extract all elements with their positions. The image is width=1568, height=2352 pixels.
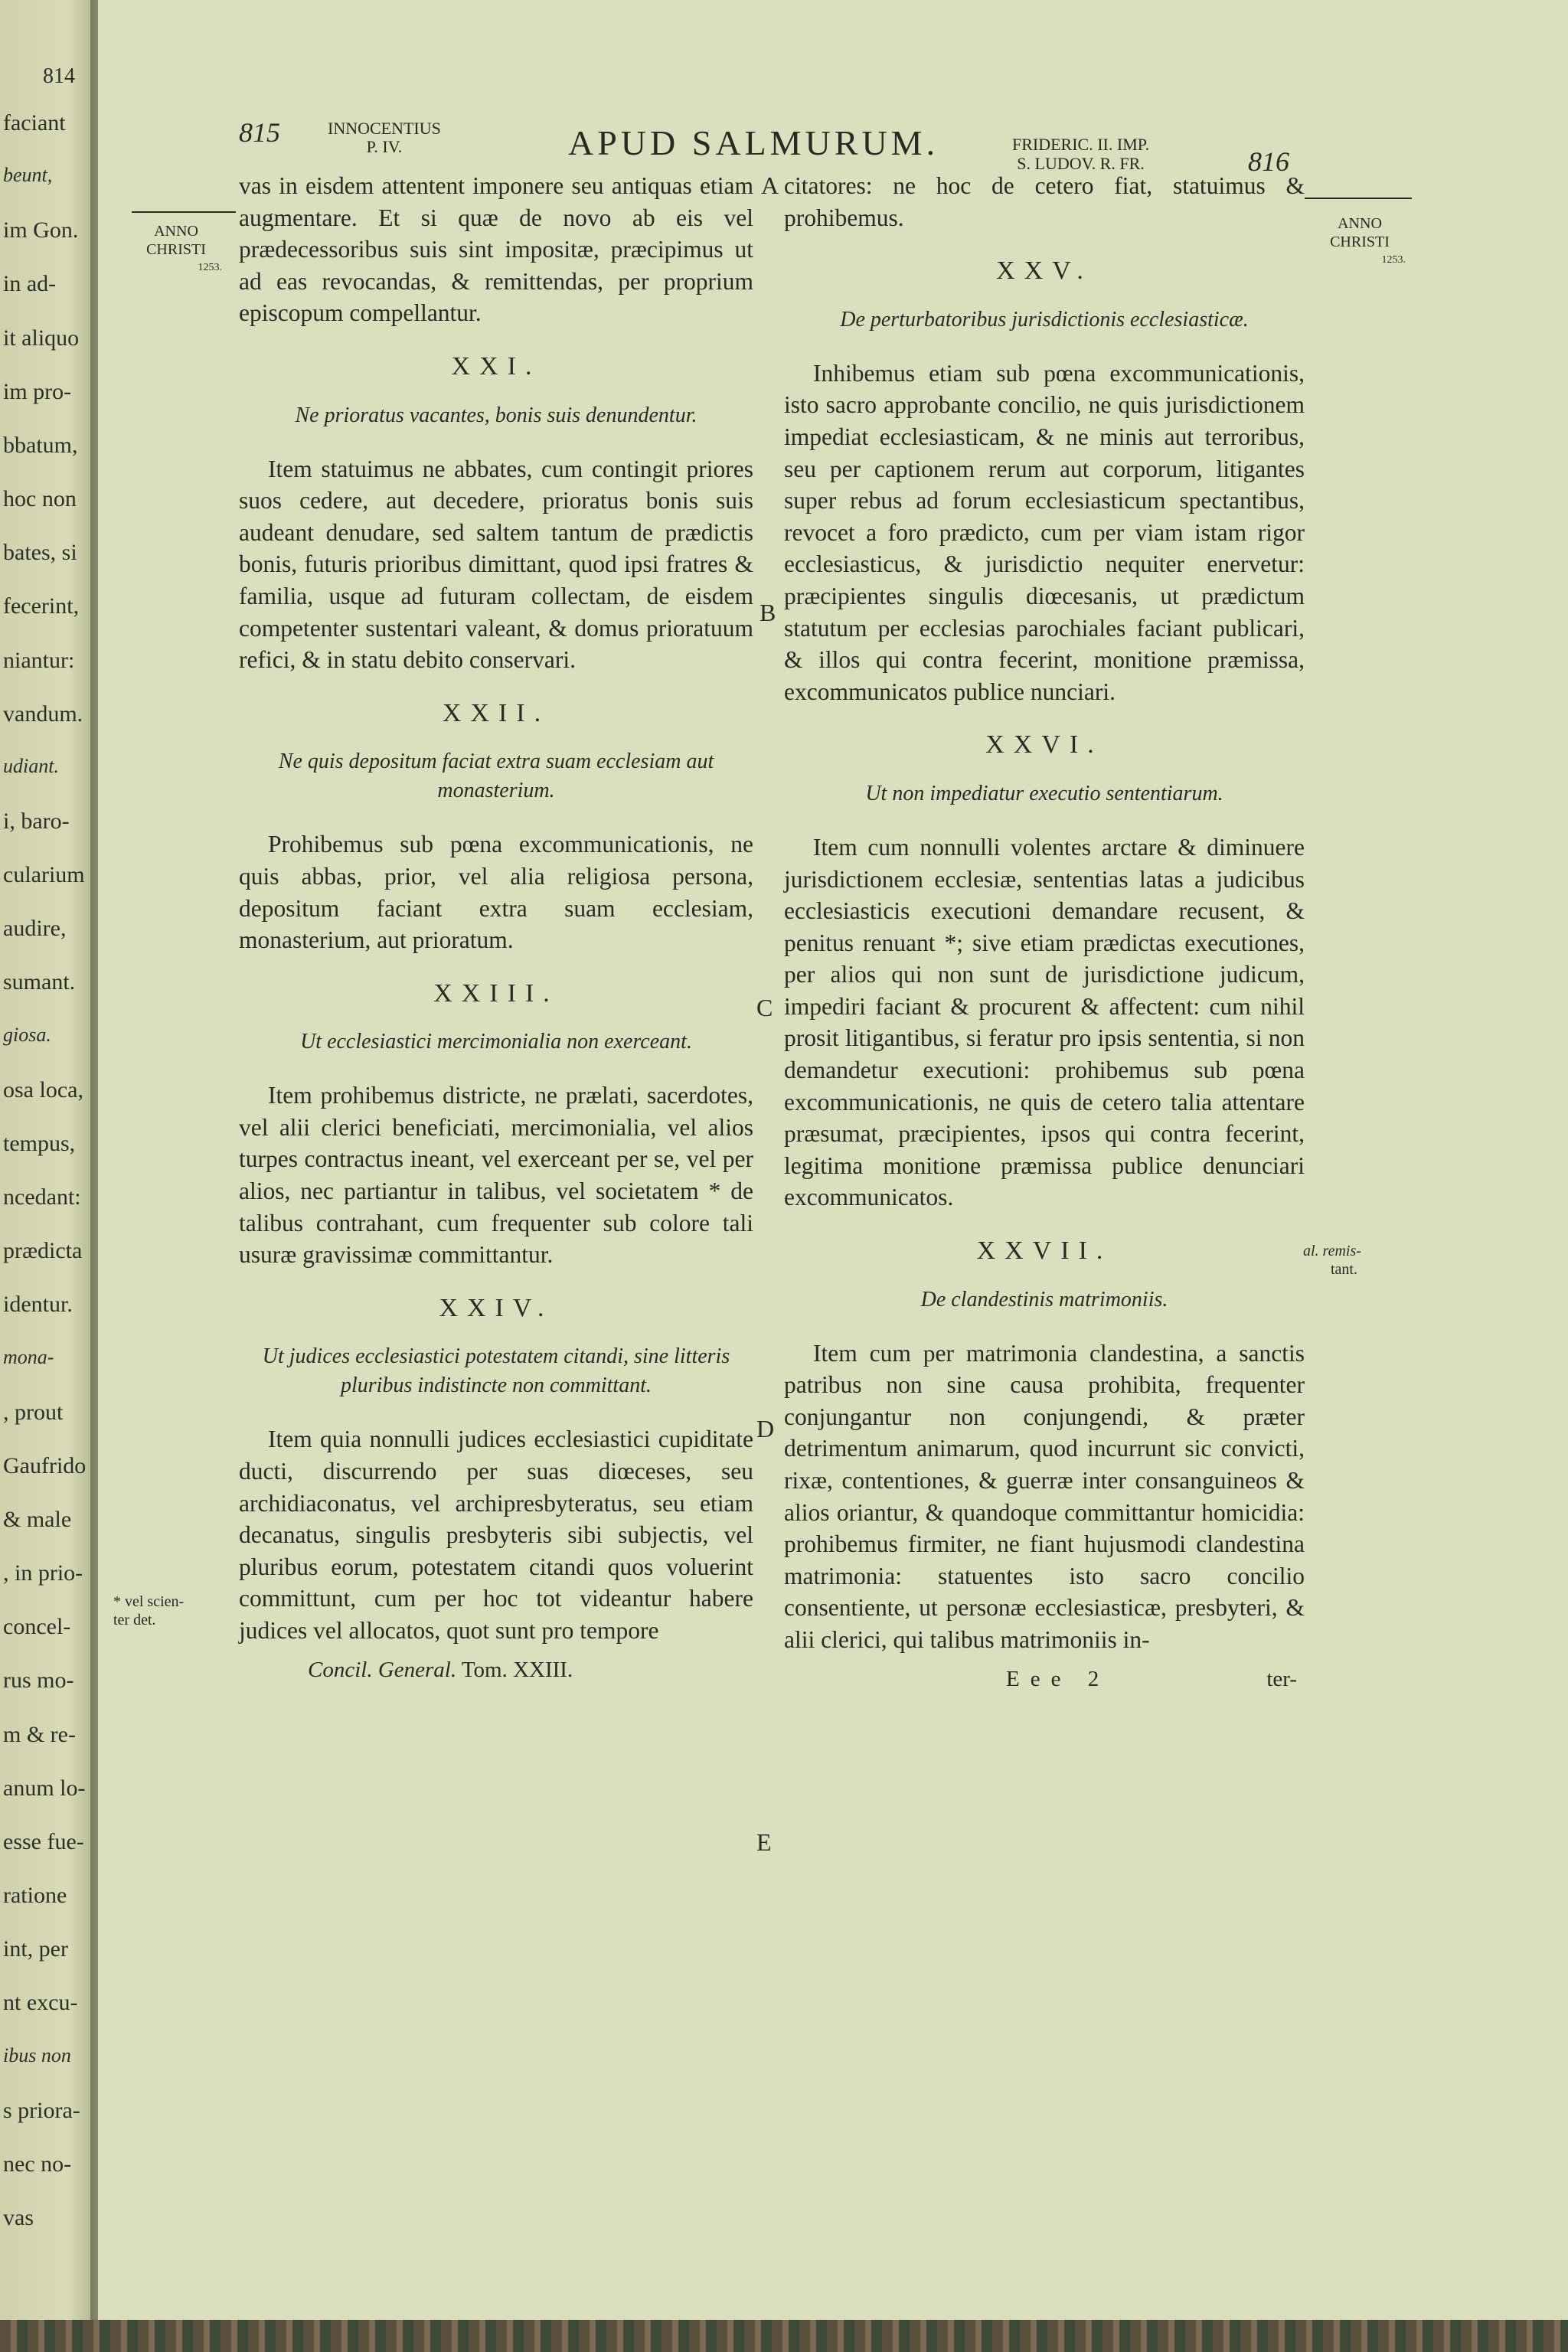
king-name: S. LUDOV. R. FR.: [1017, 154, 1145, 173]
previous-page-fragment: int, per: [3, 1936, 68, 1962]
footer-series: Concil. General.: [308, 1657, 457, 1682]
previous-page-fragment: hoc non: [3, 486, 77, 511]
previous-page-edge: [0, 0, 98, 2352]
anno-christi-right: ANNO CHRISTI 1253.: [1330, 215, 1406, 266]
left-chapter-rubric: Ne prioratus vacantes, bonis suis denundentur.: [295, 403, 697, 427]
section-letter-e: E: [756, 1828, 772, 1856]
margin-note-right: al. remis- tant.: [1303, 1243, 1361, 1278]
left-intro-text: vas in eisdem attentent imponere seu antiquas etiam augmentare. Et si quæ de novo ab eis vel prædecessoribus suis sint impositæ, præcipimus ut ad eas revocandas, & remittendas, per proprium episcopum compellantur.: [239, 172, 753, 327]
previous-page-fragment: nec no-: [3, 2151, 72, 2177]
catchword: ter-: [1266, 1666, 1297, 1691]
previous-page-fragment: m & re-: [3, 1722, 76, 1747]
section-letter-d: D: [756, 1415, 775, 1442]
margin-rule-left: [132, 211, 236, 213]
pope-name: INNOCENTIUS: [328, 119, 441, 138]
left-chapter-text: Item quia nonnulli judices ecclesiastici cupiditate ducti, discurrendo per suas diœceses, seu archidiaconatus, vel archipresbyteratus, seu etiam decanatus, singulis presbyteris sibi subjectis, vel pluribus eorum, potestatem citandi quos voluerint committunt, cum per hoc tot videantur habere judices vel allocatos, quot sunt pro tempore: [239, 1426, 753, 1644]
previous-page-fragment: Gaufrido: [3, 1453, 87, 1478]
margin-rule-right: [1305, 198, 1412, 199]
left-chapter-text: Item prohibemus districte, ne prælati, sacerdotes, vel alii clerici beneficiati, mercimonialia, vel alios turpes contractus ineant, vel exerceant per se, vel per alios, nec partiantur in talibus, vel societatem * de talibus contrahant, cum frequenter sub colore tali usuræ gravissimæ committantur.: [239, 1082, 753, 1269]
left-chapter-rubric: Ne quis depositum faciat extra suam ecclesiam aut monasterium.: [278, 750, 714, 803]
left-chapter-number: XXIV.: [439, 1293, 554, 1322]
previous-page-fragment: vandum.: [3, 701, 83, 727]
previous-page-fragment: s priora-: [3, 2098, 80, 2123]
previous-page-fragment: nt excu-: [3, 1990, 78, 2015]
signature-mark: Eee 2: [1006, 1666, 1110, 1691]
right-chapter-number: XXVI.: [985, 730, 1103, 760]
left-chapter-text: Prohibemus sub pœna excommunicationis, ne quis abbas, prior, vel alia religiosa persona, depositum faciant extra suam ecclesiam, monasterium, aut prioratum.: [239, 831, 753, 954]
table-surface: [0, 2320, 1568, 2352]
previous-page-fragment: esse fue-: [3, 1829, 84, 1854]
left-chapter-rubric: Ut ecclesiastici mercimonialia non exerceant.: [300, 1030, 692, 1054]
previous-page-fragment: im pro-: [3, 379, 72, 404]
previous-page-fragment: bates, si: [3, 540, 77, 565]
previous-page-fragment: i, baro-: [3, 808, 70, 834]
previous-page-fragment: mona-: [3, 1346, 54, 1368]
previous-page-fragment: , prout: [3, 1400, 64, 1425]
previous-page-fragment: tempus,: [3, 1131, 76, 1156]
page-number-right: 816: [1248, 146, 1289, 177]
right-chapter-rubric: De perturbatoribus jurisdictionis ecclesiasticæ.: [840, 307, 1249, 332]
previous-page-fragment: sumant.: [3, 969, 76, 995]
previous-page-fragment: ratione: [3, 1883, 67, 1908]
previous-page-fragment: identur.: [3, 1292, 73, 1317]
left-chapter-number: XXII.: [442, 698, 550, 727]
previous-page-fragment: cularium: [3, 862, 85, 887]
right-chapter-text: Item cum per matrimonia clandestina, a sanctis patribus non sine causa prohibita, frequenter conjungantur non conjungendi, & præter detrimentum animarum, quod incurrunt sic convicti, rixæ, contentiones, & guerræ inter consanguineos & alios oriantur, & quandoque committantur homicidia: prohibemus firmiter, ne fiant hujusmodi clandestina matrimonia: statuentes isto sacro concilio consentiente, ut personæ ecclesiasticæ, presbyteri, & alii clerici, qui talibus matrimoniis in-: [784, 1339, 1305, 1653]
footer-volume: Tom. XXIII.: [461, 1657, 573, 1682]
section-letter-b: B: [760, 599, 776, 626]
pope-title: P. IV.: [366, 137, 403, 156]
previous-page-fragment: ncedant:: [3, 1184, 81, 1210]
previous-page-fragment: concel-: [3, 1614, 71, 1639]
page-number-left: 815: [239, 117, 280, 148]
right-chapter-number: XXV.: [996, 256, 1093, 286]
previous-page-fragment: beunt,: [3, 164, 53, 186]
previous-page-fragment: udiant.: [3, 755, 59, 777]
running-head-title: APUD SALMURUM.: [568, 123, 939, 162]
previous-page-fragment: audire,: [3, 916, 67, 941]
page-signature-line: [784, 1664, 1305, 1694]
left-chapter-text: Item statuimus ne abbates, cum contingit priores suos cedere, aut decedere, prioratus bonis suis audeant denudare, sed saltem tantum de prædictis bonis, futuris prioribus dimittant, quod ipsi fratres & familia, usque ad futuram collectam, de eisdem competenter sustentari valeant, & domus prioratuum refici, & in statu debito conservari.: [239, 455, 753, 674]
book-page: [98, 0, 1568, 2320]
right-chapters: [784, 255, 1305, 1655]
left-chapter-number: XXIII.: [433, 978, 559, 1008]
right-chapter-rubric: Ut non impediatur executio sententiarum.: [865, 781, 1223, 805]
emperor-name: FRIDERIC. II. IMP.: [1012, 135, 1150, 154]
previous-page-fragment: anum lo-: [3, 1775, 86, 1801]
right-chapter-text: Item cum nonnulli volentes arctare & diminuere jurisdictionem ecclesiæ, sententias latas a judicibus ecclesiasticis executioni demandare recusent, & penitus renuant *; sive etiam prædictas executiones, per alios qui non sunt de jurisdictione judicum, impediri faciant & procurent & affectent: cum nihil prosit litigantibus, si feratur pro ipsis sententia, si non demandetur executioni: prohibemus sub pœna excommunicationis, ne quis de cetero talia attentare præsumat, præcipientes, ipsos qui contra fecerint, legitima monitione præmissa publice denunciari excommunicatos.: [784, 833, 1305, 1211]
right-chapter-text: Inhibemus etiam sub pœna excommunicationis, isto sacro approbante concilio, ne quis jurisdictionem impediat ecclesiasticam, & ne minis aut terroribus, seu per captionem rerum aut corporum, litigantes super rebus ad forum ecclesiasticum spectantibus, revocet a foro prædicto, cum per viam istam rigor ecclesiasticus, & jurisdictio nequiter enervetur: præcipientes singulis diœcesanis, ut prædictum statutum per ecclesias parochiales faciant publicari, & illos qui contra fecerint, monitione præmissa, excommunicatos publice nunciari.: [784, 359, 1305, 705]
previous-page-fragment: , in prio-: [3, 1560, 83, 1586]
right-column: [784, 170, 1305, 1694]
previous-page-fragment: giosa.: [3, 1024, 51, 1046]
left-chapter-number: XXI.: [451, 351, 541, 381]
previous-page-fragment: ibus non: [3, 2044, 71, 2066]
right-intro-text: citatores: ne hoc de cetero fiat, statuimus & prohibemus.: [784, 172, 1305, 231]
margin-note-left: * vel scien- ter det.: [113, 1593, 185, 1628]
left-chapter-rubric: Ut judices ecclesiastici potestatem citandi, sine litteris pluribus indistincte non committant.: [262, 1344, 730, 1398]
previous-page-fragment: osa loca,: [3, 1077, 83, 1102]
previous-page-fragment: niantur:: [3, 648, 75, 673]
previous-page-number: 814: [43, 64, 75, 88]
page-footer: [239, 1655, 753, 1687]
previous-page-fragment: im Gon.: [3, 217, 79, 243]
previous-page-fragment: fecerint,: [3, 593, 80, 619]
previous-page-fragment: & male: [3, 1507, 72, 1532]
previous-page-fragment: rus mo-: [3, 1668, 74, 1693]
previous-page-fragment: faciant: [3, 110, 66, 136]
previous-page-fragment: in ad-: [3, 271, 57, 296]
previous-page-fragment: it aliquo: [3, 325, 80, 351]
left-column: [239, 170, 753, 1686]
left-chapters: [239, 351, 753, 1647]
section-letter-a: A: [761, 172, 779, 199]
previous-page-fragment: bbatum,: [3, 433, 78, 458]
running-head-pope: [328, 119, 441, 156]
section-letter-c: C: [756, 994, 773, 1021]
running-head-emperor: [1012, 135, 1149, 173]
previous-page-fragment: prædicta: [3, 1238, 83, 1263]
anno-christi-left: ANNO CHRISTI 1253.: [146, 223, 222, 273]
previous-page-fragment: vas: [3, 2205, 34, 2230]
right-chapter-number: XXVII.: [976, 1236, 1112, 1266]
right-chapter-rubric: De clandestinis matrimoniis.: [920, 1287, 1168, 1312]
